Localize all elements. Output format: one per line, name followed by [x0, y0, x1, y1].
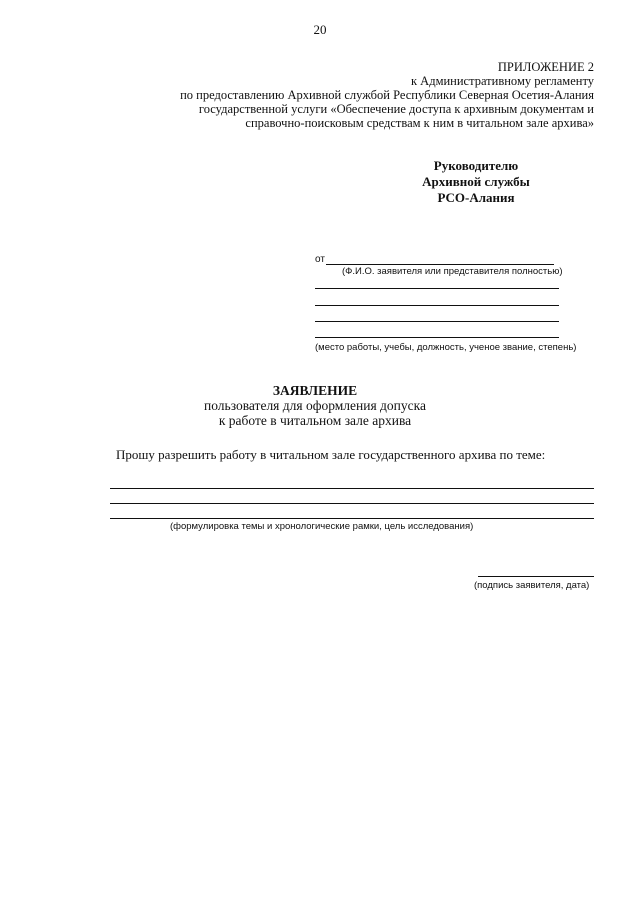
signature-caption: (подпись заявителя, дата): [474, 580, 590, 591]
statement-title: ЗАЯВЛЕНИЕ: [272, 383, 358, 398]
statement-heading: [180, 383, 450, 428]
appendix-header: [174, 60, 594, 130]
applicant-work-field[interactable]: [315, 288, 559, 289]
applicant-work-caption: (место работы, учебы, должность, ученое звание, степень): [315, 342, 577, 353]
recipient-line: РСО-Алания: [437, 190, 515, 205]
applicant-name-field[interactable]: [326, 256, 554, 265]
applicant-work-field[interactable]: [315, 305, 559, 306]
appendix-line: государственной услуги «Обеспечение доступа к архивным документам и: [198, 102, 594, 116]
appendix-line: к Административному регламенту: [410, 74, 594, 88]
statement-subtitle-line: пользователя для оформления допуска: [204, 398, 426, 413]
topic-field[interactable]: [110, 503, 594, 504]
applicant-work-field[interactable]: [315, 321, 559, 322]
applicant-from-row: [315, 253, 565, 265]
request-text: Прошу разрешить работу в читальном зале государственного архива по теме:: [116, 447, 546, 462]
topic-field[interactable]: [110, 518, 594, 519]
topic-field[interactable]: [110, 488, 594, 489]
appendix-line: по предоставлению Архивной службой Республики Северная Осетия-Алания: [180, 88, 594, 102]
from-label: от: [315, 254, 325, 265]
applicant-work-field[interactable]: [315, 337, 559, 338]
recipient-line: Руководителю: [433, 158, 519, 173]
appendix-line: справочно-поисковым средствам к ним в читальном зале архива»: [245, 116, 594, 130]
signature-field[interactable]: [478, 576, 594, 577]
recipient-line: Архивной службы: [422, 174, 530, 189]
topic-caption: (формулировка темы и хронологические рамки, цель исследования): [170, 521, 474, 532]
appendix-title: ПРИЛОЖЕНИЕ 2: [497, 60, 594, 74]
applicant-name-caption: (Ф.И.О. заявителя или представителя полностью): [342, 266, 563, 277]
recipient-block: [396, 158, 556, 206]
statement-subtitle-line: к работе в читальном зале архива: [218, 413, 412, 428]
page-number: 20: [313, 22, 327, 37]
